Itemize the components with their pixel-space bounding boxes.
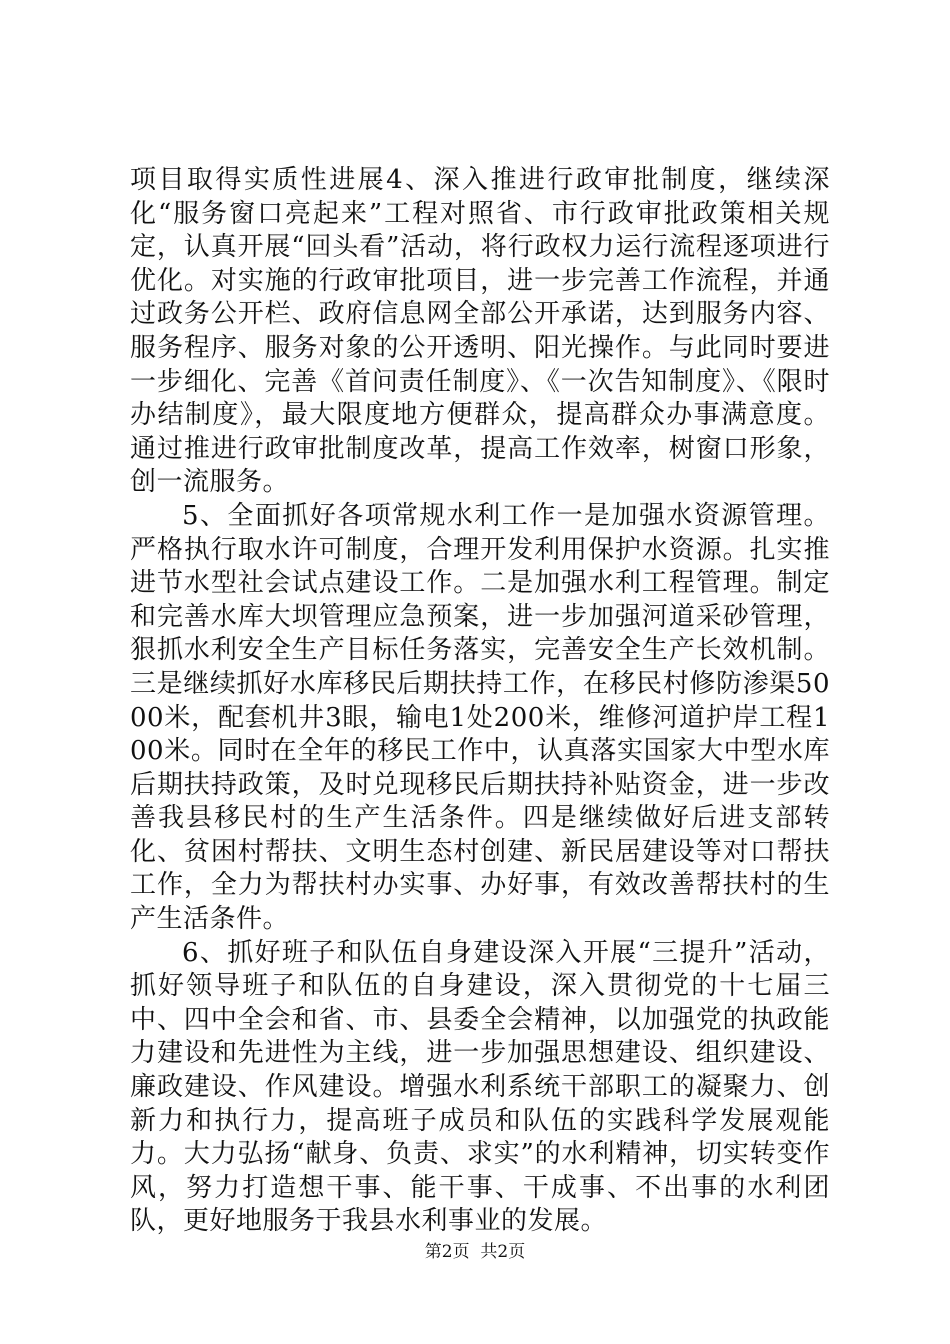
document-body xyxy=(130,164,830,1239)
paragraph-approval-reform: 项目取得实质性进展4、深入推进行政审批制度，继续深化“服务窗口亮起来”工程对照省、市行政审批政策相关规定，认真开展“回头看”活动，将行政权力运行流程逐项进行优化。对实施的行政审批项目，进一步完善工作流程，并通过政务公开栏、政府信息网全部公开承诺，达到服务内容、服务程序、服务对象的公开透明、阳光操作。与此同时要进一步细化、完善《首问责任制度》、《一次告知制度》、《限时办结制度》，最大限度地方便群众，提高群众办事满意度。通过推进行政审批制度改革，提高工作效率，树窗口形象，创一流服务。 xyxy=(130,165,830,498)
page-number: 第2页 共2页 xyxy=(424,1242,526,1262)
paragraph-team-building: 6、抓好班子和队伍自身建设深入开展“三提升”活动，抓好领导班子和队伍的自身建设，深入贯彻党的十七届三中、四中全会和省、市、县委全会精神，以加强党的执政能力建设和先进性为主线，进一步加强思想建设、组织建设、廉政建设、作风建设。增强水利系统干部职工的凝聚力、创新力和执行力，提高班子成员和队伍的实践科学发展观能力。大力弘扬“献身、负责、求实”的水利精神，切实转变作风，努力打造想干事、能干事、干成事、不出事的水利团队，更好地服务于我县水利事业的发展。 xyxy=(130,937,830,1237)
paragraph-water-conservancy-work: 5、全面抓好各项常规水利工作一是加强水资源管理。严格执行取水许可制度，合理开发利用保护水资源。扎实推进节水型社会试点建设工作。二是加强水利工程管理。制定和完善水库大坝管理应急预案，进一步加强河道采砂管理，狠抓水利安全生产目标任务落实，完善安全生产长效机制。三是继续抓好水库移民后期扶持工作，在移民村修防渗渠5000米，配套机井3眼，输电1处200米，维修河道护岸工程100米。同时在全年的移民工作中，认真落实国家大中型水库后期扶持政策，及时兑现移民后期扶持补贴资金，进一步改善我县移民村的生产生活条件。四是继续做好后进支部转化、贫困村帮扶、文明生态村创建、新民居建设等对口帮扶工作，全力为帮扶村办实事、办好事，有效改善帮扶村的生产生活条件。 xyxy=(130,500,830,935)
page-footer xyxy=(0,1240,950,1264)
